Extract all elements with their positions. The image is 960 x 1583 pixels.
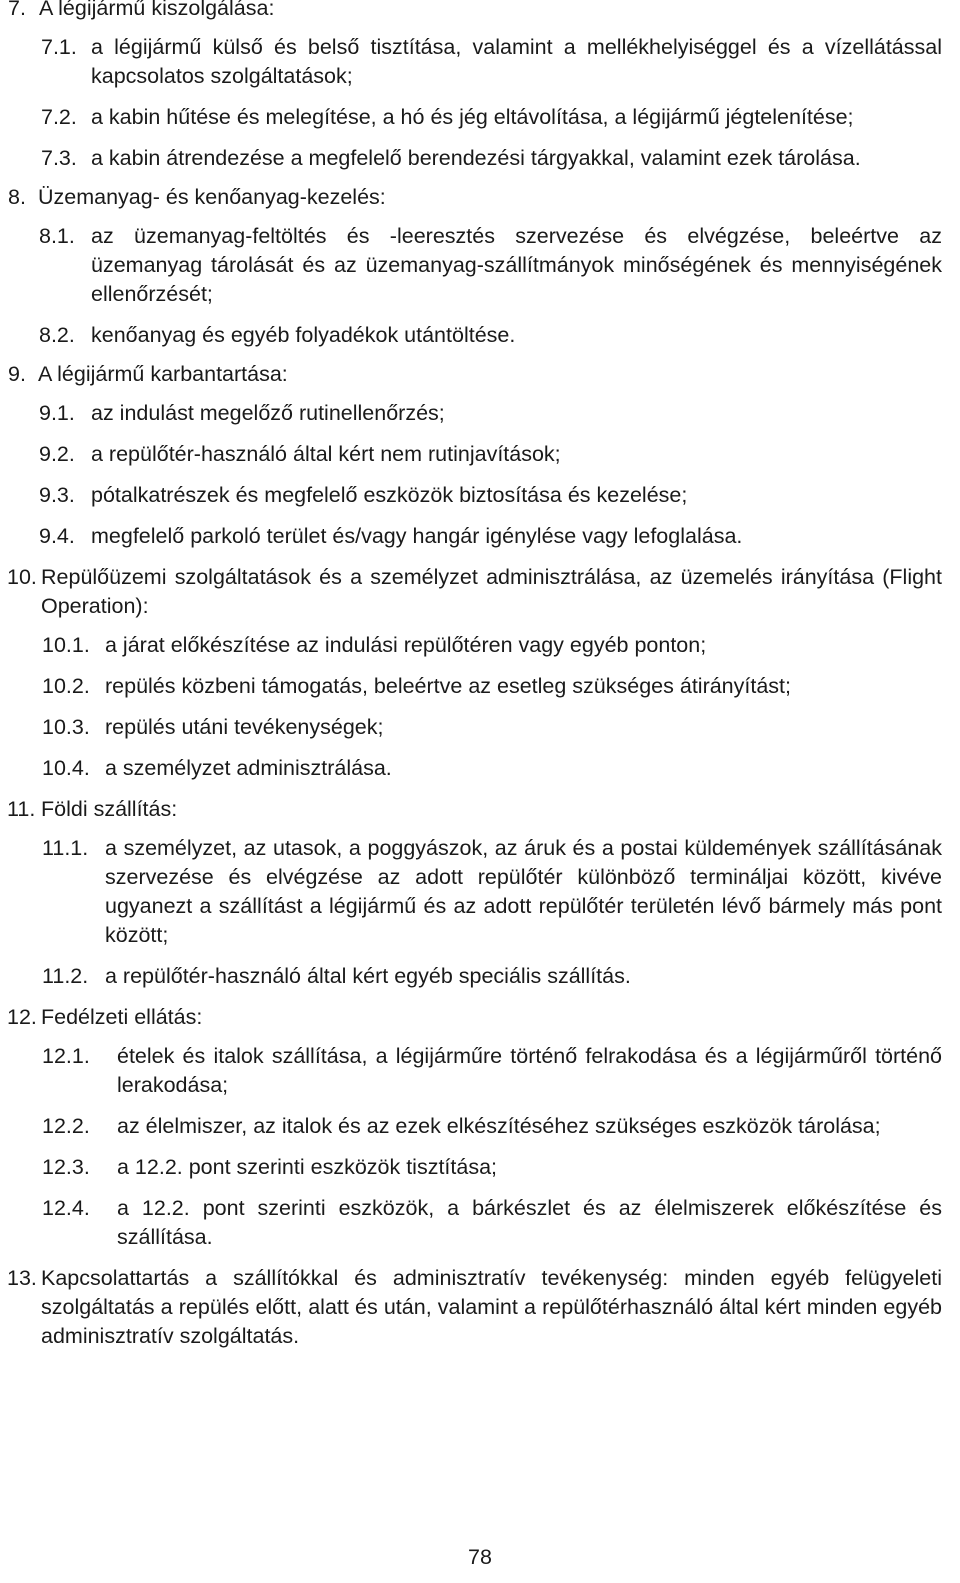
list-item <box>0 1194 960 1252</box>
item-number: 12.3. <box>42 1155 90 1179</box>
section-number: 10. <box>7 565 37 589</box>
section-number: 8. <box>8 185 26 209</box>
item-number: 12.2. <box>42 1114 90 1138</box>
item-text: repülés utáni tevékenységek; <box>105 715 384 739</box>
section-title: A légijármű kiszolgálása: <box>39 0 275 20</box>
list-item <box>0 754 960 783</box>
section-13-heading <box>0 1264 960 1351</box>
item-number: 7.1. <box>41 35 77 59</box>
section-number: 12. <box>7 1005 37 1029</box>
item-number: 9.4. <box>39 524 75 548</box>
section-10-items <box>0 631 960 783</box>
list-item <box>0 144 960 173</box>
list-item <box>0 713 960 742</box>
section-7-heading <box>0 0 960 23</box>
item-text: a kabin hűtése és melegítése, a hó és jég eltávolítása, a légijármű jégtelenítése; <box>91 105 854 129</box>
section-number: 7. <box>8 0 26 20</box>
section-title: A légijármű karbantartása: <box>38 362 288 386</box>
item-number: 12.1. <box>42 1044 90 1068</box>
list-item <box>0 399 960 428</box>
list-item <box>0 321 960 350</box>
section-title: Repülőüzemi szolgáltatások és a személyzet adminisztrálása, az üzemelés irányítása (Flight Operation): <box>41 565 942 618</box>
list-item <box>0 222 960 309</box>
list-item <box>0 834 960 950</box>
item-text: kenőanyag és egyéb folyadékok utántöltése. <box>91 323 516 347</box>
section-11-items <box>0 834 960 991</box>
list-item <box>0 33 960 91</box>
item-number: 7.2. <box>41 105 77 129</box>
item-number: 8.2. <box>39 323 75 347</box>
item-text: a személyzet, az utasok, a poggyászok, az áruk és a postai küldemények szállításának szervezése és elvégzése az adott repülőtér különböző termináljai között, kivéve ugyanezt a szállítást a légijármű és az adott repülőtér területén lévő bármely más pont között; <box>105 836 942 947</box>
section-9-items <box>0 399 960 551</box>
item-number: 10.4. <box>42 756 90 780</box>
item-text: megfelelő parkoló terület és/vagy hangár igénylése vagy lefoglalása. <box>91 524 743 548</box>
list-item <box>0 481 960 510</box>
section-title: Kapcsolattartás a szállítókkal és adminisztratív tevékenység: minden egyéb felügyeleti szolgáltatás a repülés előtt, alatt és után, valamint a repülőtérhasználó által kért minden egyéb adminisztratív szolgáltatás. <box>41 1266 942 1348</box>
list-item <box>0 1112 960 1141</box>
item-text: ételek és italok szállítása, a légijárműre történő felrakodása és a légijárműről történő lerakodása; <box>117 1044 942 1097</box>
item-number: 12.4. <box>42 1196 90 1220</box>
section-12-items <box>0 1042 960 1252</box>
section-12-heading <box>0 1003 960 1032</box>
section-7-items <box>0 33 960 173</box>
section-title: Földi szállítás: <box>41 797 178 821</box>
list-item <box>0 522 960 551</box>
item-text: pótalkatrészek és megfelelő eszközök biztosítása és kezelése; <box>91 483 688 507</box>
item-number: 9.2. <box>39 442 75 466</box>
item-number: 9.1. <box>39 401 75 425</box>
item-text: repülés közbeni támogatás, beleértve az esetleg szükséges átirányítást; <box>105 674 791 698</box>
list-item <box>0 962 960 991</box>
section-9-heading <box>0 360 960 389</box>
item-number: 10.1. <box>42 633 90 657</box>
list-item <box>0 1153 960 1182</box>
item-text: az üzemanyag-feltöltés és -leeresztés szervezése és elvégzése, beleértve az üzemanyag tárolását és az üzemanyag-szállítmányok minőségének és mennyiségének ellenőrzését; <box>91 224 942 306</box>
section-number: 9. <box>8 362 26 386</box>
item-number: 7.3. <box>41 146 77 170</box>
section-10-heading <box>0 563 960 621</box>
item-text: a légijármű külső és belső tisztítása, valamint a mellékhelyiséggel és a vízellátással kapcsolatos szolgáltatások; <box>91 35 942 88</box>
item-number: 10.3. <box>42 715 90 739</box>
section-8-items <box>0 222 960 350</box>
item-number: 11.2. <box>42 964 89 988</box>
item-text: a járat előkészítése az indulási repülőtéren vagy egyéb ponton; <box>105 633 707 657</box>
section-title: Fedélzeti ellátás: <box>41 1005 203 1029</box>
list-item <box>0 103 960 132</box>
page-number: 78 <box>468 1545 492 1569</box>
item-text: az indulást megelőző rutinellenőrzés; <box>91 401 445 425</box>
section-number: 13. <box>7 1266 37 1290</box>
item-text: az élelmiszer, az italok és az ezek elkészítéséhez szükséges eszközök tárolása; <box>117 1114 881 1138</box>
section-11-heading <box>0 795 960 824</box>
item-text: a repülőtér-használó által kért nem rutinjavítások; <box>91 442 561 466</box>
list-item <box>0 1042 960 1100</box>
item-number: 8.1. <box>39 224 75 248</box>
item-text: a személyzet adminisztrálása. <box>105 756 392 780</box>
list-item <box>0 440 960 469</box>
item-number: 11.1. <box>42 836 89 860</box>
section-8-heading <box>0 183 960 212</box>
item-text: a kabin átrendezése a megfelelő berendezési tárgyakkal, valamint ezek tárolása. <box>91 146 861 170</box>
section-number: 11. <box>7 797 36 821</box>
section-title: Üzemanyag- és kenőanyag-kezelés: <box>38 185 386 209</box>
list-item <box>0 672 960 701</box>
item-text: a 12.2. pont szerinti eszközök, a bárkészlet és az élelmiszerek előkészítése és szállítása. <box>117 1196 942 1249</box>
item-text: a 12.2. pont szerinti eszközök tisztítása; <box>117 1155 498 1179</box>
item-number: 10.2. <box>42 674 90 698</box>
item-text: a repülőtér-használó által kért egyéb speciális szállítás. <box>105 964 631 988</box>
list-item <box>0 631 960 660</box>
item-number: 9.3. <box>39 483 75 507</box>
